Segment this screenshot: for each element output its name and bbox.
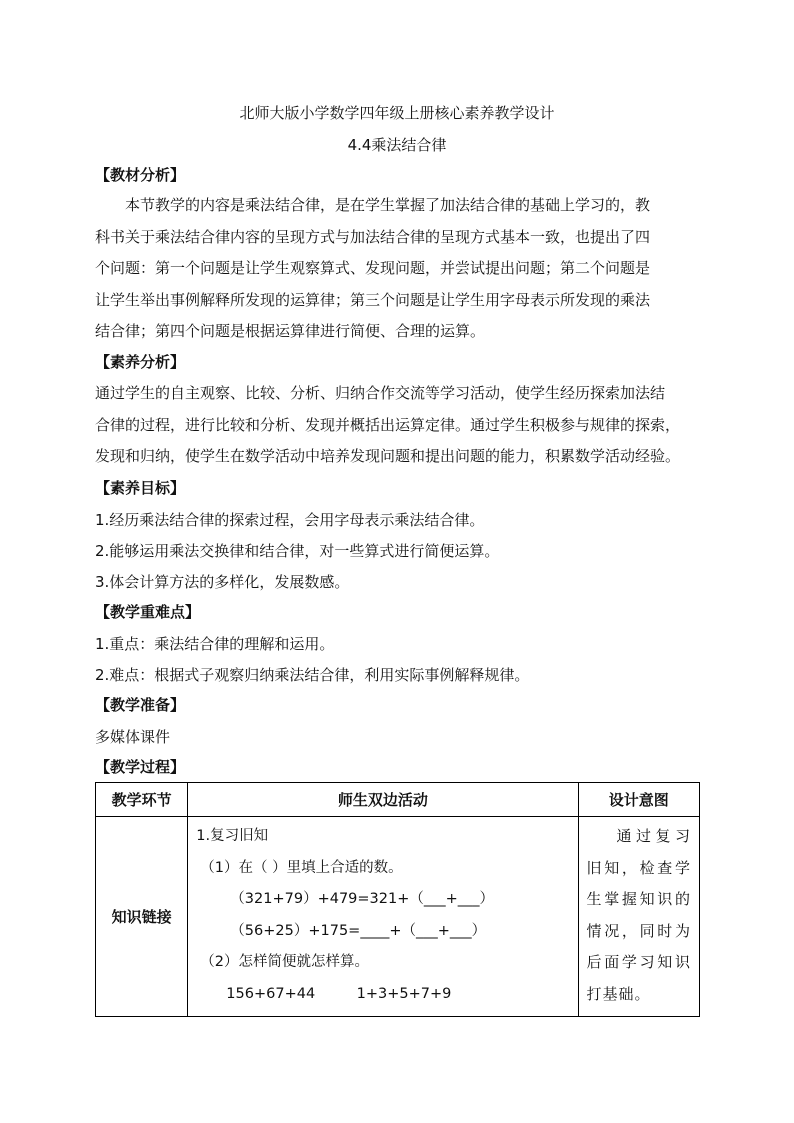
material-paragraph (95, 190, 715, 348)
column-header-intent: 设计意图 (578, 783, 699, 817)
keypoint-item: 1.重点：乘法结合律的理解和运用。 (95, 635, 335, 653)
paragraph-line: 本节教学的内容是乘法结合律，是在学生掌握了加法结合律的基础上学习的，教 (125, 196, 651, 214)
keypoint-item: 2.难点：根据式子观察归纳乘法结合律，利用实际事例解释规律。 (95, 666, 530, 684)
paragraph-line: 发现和归纳，使学生在数学活动中培养发现问题和提出问题的能力，积累数学活动经验。 (95, 447, 681, 465)
activity-line: （321+79）+479=321+（___+___） (230, 891, 495, 907)
activity-line: （1）在（ ）里填上合适的数。 (200, 859, 403, 876)
table-row (96, 817, 700, 1017)
section-heading-keypoints: 【教学重难点】 (95, 603, 201, 621)
lesson-title: 4.4乘法结合律 (347, 136, 447, 154)
table-header-row (96, 783, 700, 817)
prep-text: 多媒体课件 (95, 728, 171, 746)
column-header-activity: 师生双边活动 (188, 783, 578, 817)
column-header-stage: 教学环节 (96, 783, 188, 817)
stage-cell: 知识链接 (96, 817, 188, 1017)
intent-cell (578, 817, 699, 1017)
activity-line: 156+67+44 1+3+5+7+9 (226, 985, 452, 1002)
paragraph-line: 通过学生的自主观察、比较、分析、归纳合作交流等学习活动，使学生经历探索加法结 (95, 384, 666, 402)
activity-line: （2）怎样简便就怎样算。 (200, 954, 370, 970)
paragraph-line: 个问题：第一个问题是让学生观察算式、发现问题，并尝试提出问题；第二个问题是 (95, 259, 651, 277)
paragraph-line: 结合律；第四个问题是根据运算律进行简便、合理的运算。 (95, 322, 486, 340)
activity-cell (188, 817, 578, 1017)
section-heading-material: 【教材分析】 (95, 166, 186, 184)
literacy-paragraph (95, 378, 715, 473)
section-heading-process: 【教学过程】 (95, 758, 186, 776)
goal-item: 1.经历乘法结合律的探索过程，会用字母表示乘法结合律。 (95, 511, 485, 529)
section-heading-prep: 【教学准备】 (95, 696, 186, 714)
section-heading-literacy: 【素养分析】 (95, 353, 186, 371)
paragraph-line: 合律的过程，进行比较和分析、发现并概括出运算定律。通过学生积极参与规律的探索， (95, 415, 681, 434)
section-heading-goals: 【素养目标】 (95, 479, 186, 497)
document-title: 北师大版小学数学四年级上册核心素养教学设计 (239, 104, 555, 122)
paragraph-line: 让学生举出事例解释所发现的运算律；第三个问题是让学生用字母表示所发现的乘法 (95, 290, 651, 309)
paragraph-line: 科书关于乘法结合律内容的呈现方式与加法结合律的呈现方式基本一致，也提出了四 (95, 227, 651, 246)
goal-item: 3.体会计算方法的多样化，发展数感。 (95, 573, 350, 591)
goal-item: 2.能够运用乘法交换律和结合律，对一些算式进行简便运算。 (95, 542, 500, 560)
activity-line: 1.复习旧知 (196, 828, 269, 844)
teaching-process-table (95, 782, 700, 1017)
activity-line: （56+25）+175=____+（___+___） (230, 922, 487, 939)
intent-text: 通过复习旧知，检查学生掌握知识的情况，同时为后面学习知识打基础。 (586, 827, 691, 1003)
